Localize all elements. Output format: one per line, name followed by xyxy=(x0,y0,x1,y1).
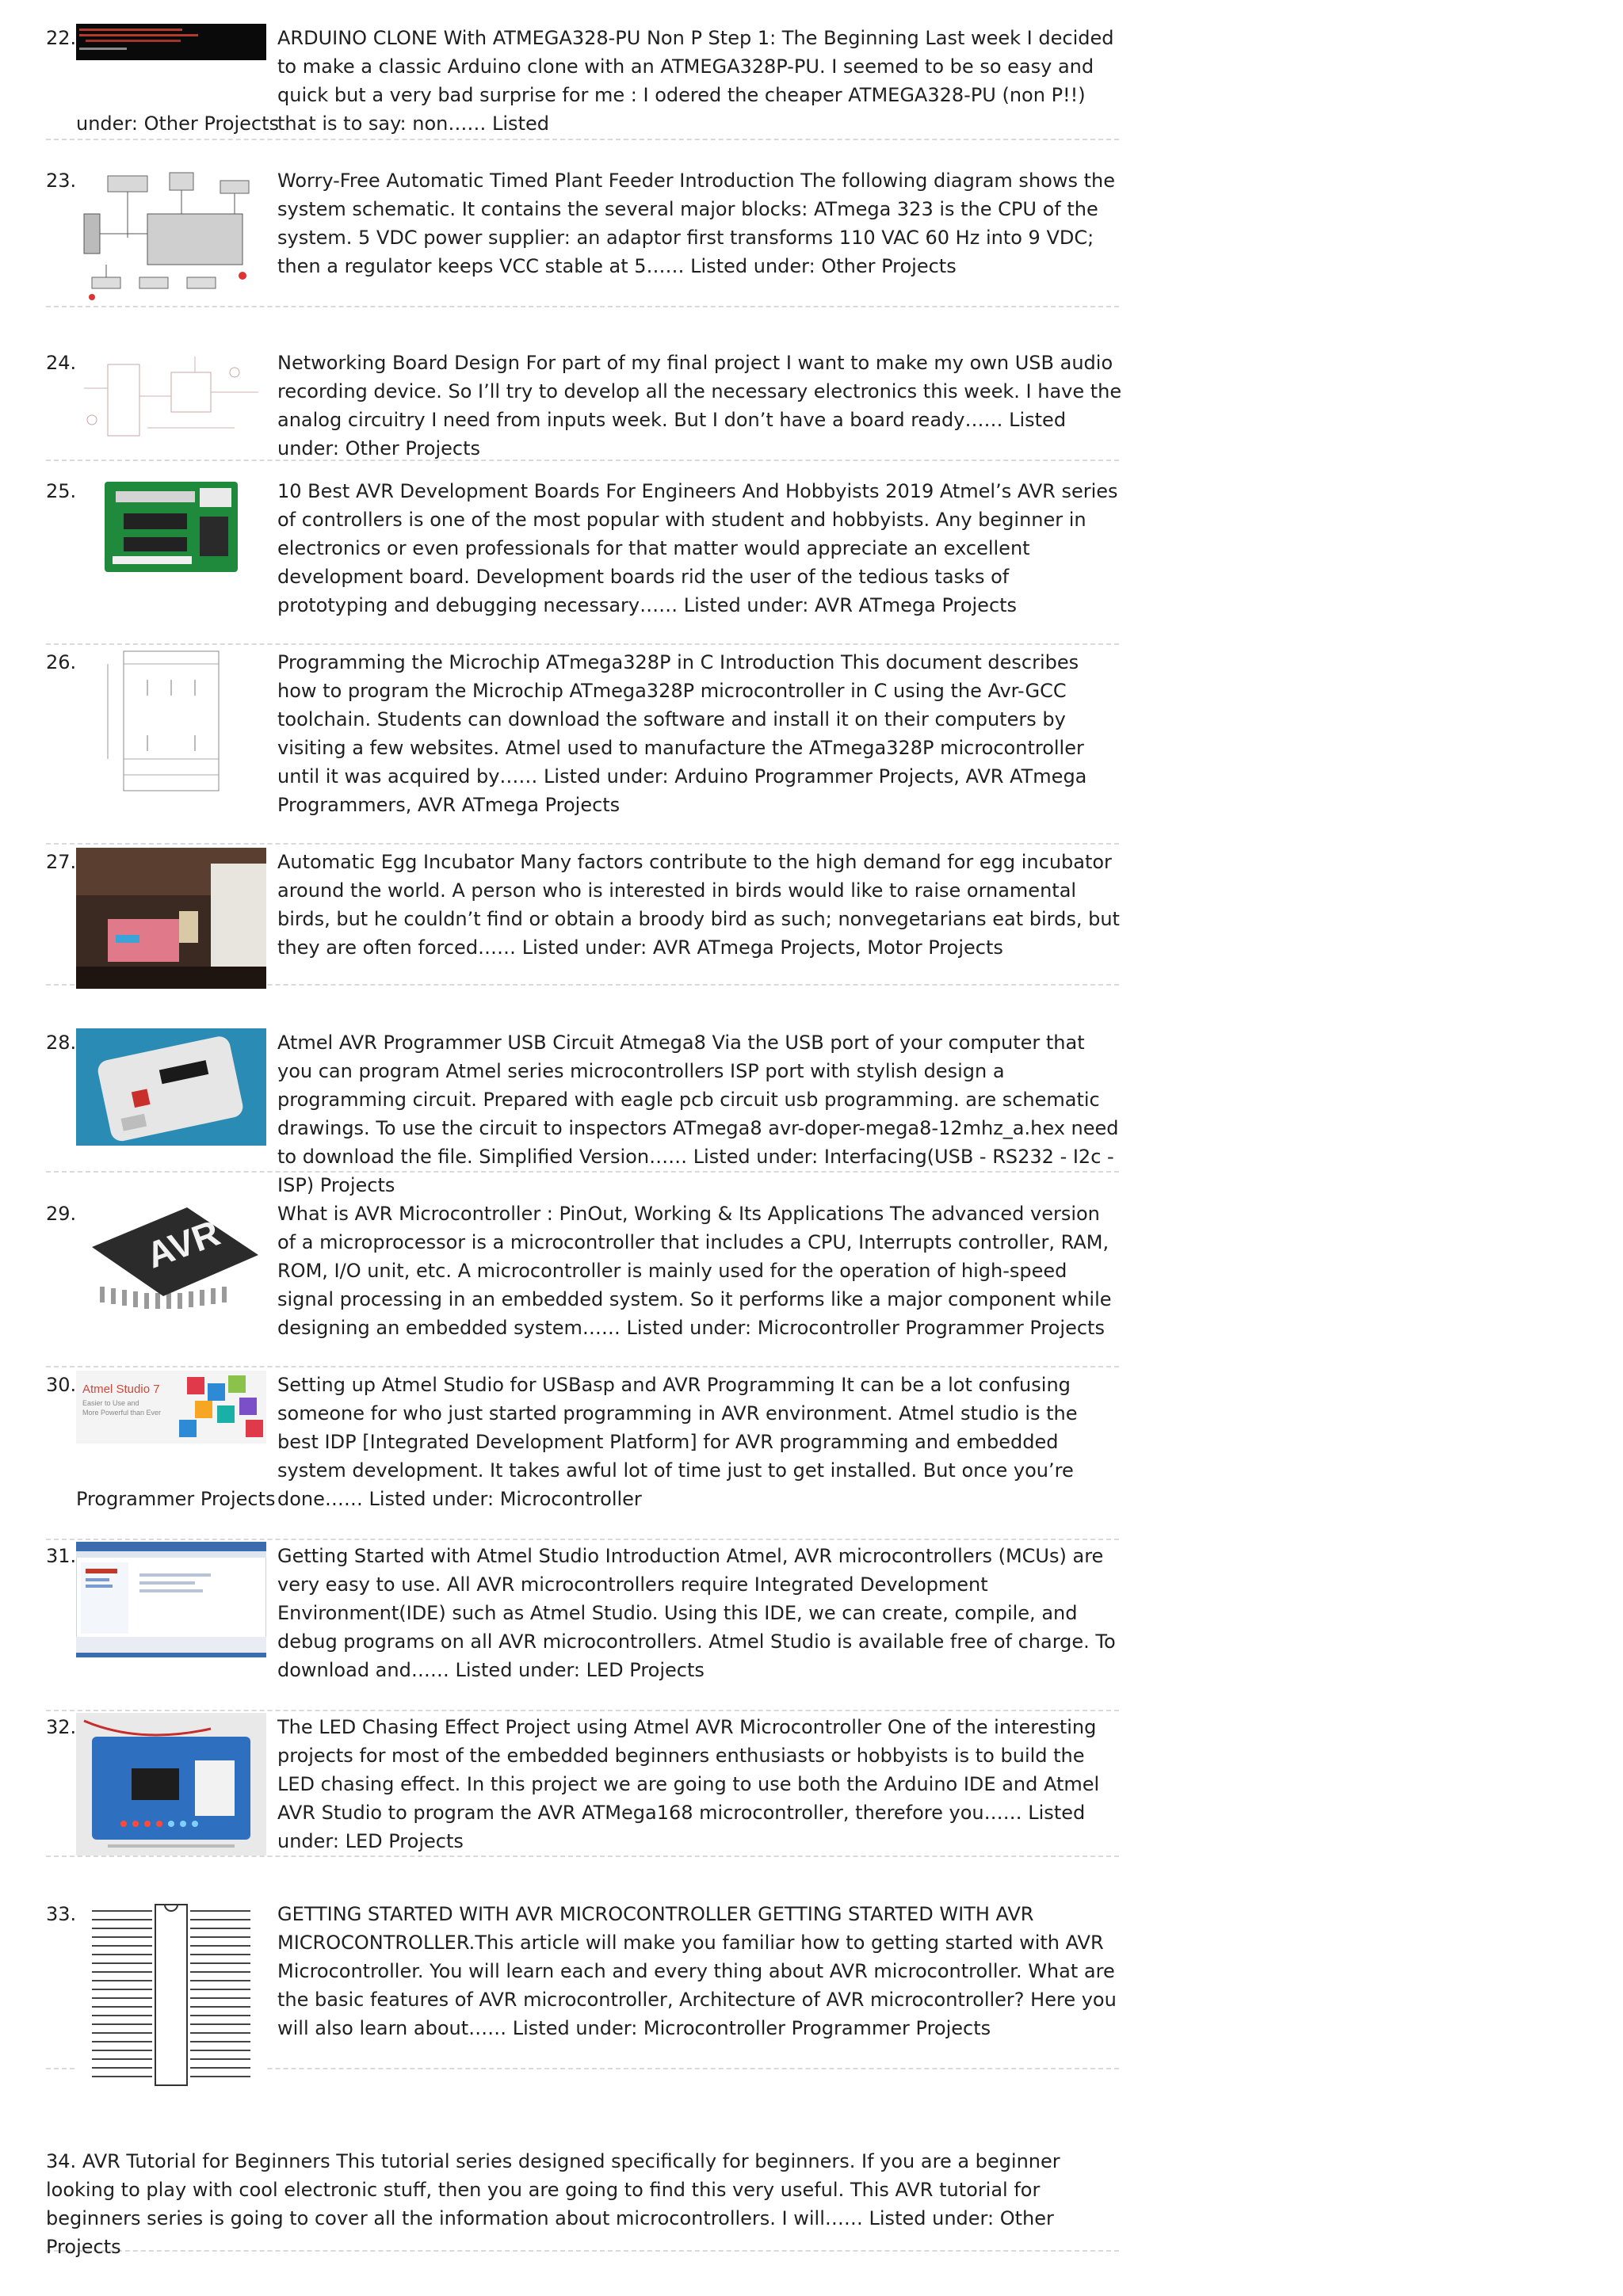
thumbnail-image[interactable] xyxy=(76,24,266,60)
item-number: 23. xyxy=(46,170,77,192)
item-excerpt: This tutorial series designed specifically for beginners. If you are a beginner looking to play with cool electronic stuff, then you are going to find this very useful. This AVR tutorial for beginners series is going to cover all the information about microcontrollers. I will…… xyxy=(46,2150,1060,2229)
listed-label: Listed under: xyxy=(277,409,1067,460)
item-excerpt: Introduction Atmel, AVR microcontrollers (MCUs) are very easy to use. All AVR microcontrollers require Integrated Development Environment(IDE) such as Atmel Studio. Using this IDE, we can create, compile, and debug programs on all AVR microcontrollers. Atmel Studio is available free of charge. To download and…… xyxy=(277,1545,1116,1681)
item-text-continuation xyxy=(76,1485,276,1513)
listed-label: Listed under: xyxy=(506,2017,643,2039)
item-excerpt: The advanced version of a microprocessor is a microcontroller that includes a CPU, Interrupts controller, RAM, ROM, I/O unit, etc. A microcontroller is mainly used for the operation of high-speed signal processing in an embedded system. So it performs like a major component while designing an embedded system…… xyxy=(277,1203,1112,1339)
category-link[interactable]: Programmer Projects xyxy=(76,1488,276,1510)
item-text xyxy=(277,1199,1122,1342)
item-text xyxy=(277,24,1122,138)
thumbnail-image[interactable] xyxy=(76,1199,266,1317)
listed-label: Listed xyxy=(486,113,549,135)
list-item xyxy=(46,1028,1119,1196)
category-link[interactable]: LED Projects xyxy=(586,1659,705,1681)
category-link[interactable]: Microcontroller Programmer Projects xyxy=(643,2017,991,2039)
item-number: 31. xyxy=(46,1545,77,1567)
thumbnail-image[interactable] xyxy=(76,1028,266,1146)
item-text xyxy=(277,477,1122,620)
listed-label: Listed under: xyxy=(678,594,815,616)
list-item xyxy=(46,24,1119,140)
atmel-studio-banner-graphic xyxy=(76,1371,266,1444)
led-board-photo-graphic xyxy=(76,1713,266,1855)
terminal-screenshot-graphic xyxy=(76,24,266,60)
item-number: 24. xyxy=(46,352,77,374)
category-link[interactable]: Arduino Programmer Projects, AVR ATmega Programmers, AVR ATmega Projects xyxy=(277,765,1087,816)
item-excerpt: Many factors contribute to the high demand for egg incubator around the world. A person who is interested in birds would like to raise ornamental birds, but he couldn’t find or obtain a broody bird as such; nonvegetarians eat birds, but they are often forced…… xyxy=(277,851,1120,959)
item-number: 33. xyxy=(46,1903,77,1925)
item-excerpt: One of the interesting projects for most of the embedded beginners enthusiasts or hobbyists is to build the LED chasing effect. In this project we are going to use both the Arduino IDE and Atmel AVR Studio to program the AVR ATMega168 microcontroller, therefore you…… xyxy=(277,1716,1100,1824)
listed-label: Listed under: xyxy=(620,1317,758,1339)
item-text xyxy=(277,1371,1122,1513)
item-number: 28. xyxy=(46,1032,77,1054)
incubator-photo-graphic xyxy=(76,848,266,989)
item-title-link[interactable]: Worry-Free Automatic Timed Plant Feeder xyxy=(277,170,674,192)
item-number: 29. xyxy=(46,1203,77,1225)
category-link[interactable]: LED Projects xyxy=(345,1830,464,1852)
item-excerpt: Introduction This document describes how to program the Microchip ATmega328P microcontroller in C using the Avr-GCC toolchain. Students can download the software and install it on their computers by visiting a few websites. Atmel used to manufacture the ATmega328P microcontroller until it was acquired by…… xyxy=(277,651,1084,788)
list-item xyxy=(46,2147,1119,2258)
list-item xyxy=(46,1542,1119,1711)
list-item xyxy=(46,848,1119,986)
item-title-link[interactable]: The LED Chasing Effect Project using Atmel AVR Microcontroller xyxy=(277,1716,882,1738)
listed-label: Listed under: xyxy=(516,936,653,959)
thumbnail-image[interactable] xyxy=(76,848,266,989)
item-text xyxy=(277,1028,1122,1199)
item-excerpt: Atmel’s AVR series of controllers is one of the most popular with student and hobbyists. Any beginner in electronics or even professionals for that matter would appreciate an excellent development board. Development boards rid the user of the tedious tasks of prototyping and debugging necessary…… xyxy=(277,480,1118,616)
item-text xyxy=(46,2147,1119,2261)
item-number: 30. xyxy=(46,1374,77,1396)
item-text xyxy=(277,166,1122,280)
category-link[interactable]: Microcontroller Programmer Projects xyxy=(757,1317,1105,1339)
list-item xyxy=(46,349,1122,461)
item-text xyxy=(277,1542,1122,1684)
block-diagram-graphic xyxy=(76,166,266,306)
category-link[interactable]: Interfacing(USB - RS232 - I2c -ISP) Projects xyxy=(277,1146,1114,1196)
item-title-link[interactable]: Atmel AVR Programmer USB Circuit Atmega8 xyxy=(277,1032,706,1054)
item-excerpt: Step 1: The Beginning Last week I decided to make a classic Arduino clone with an ATMEGA328P-PU. I seemed to be so easy and quick but a very bad surprise for me : I odered the cheaper ATMEGA328-PU (non P!!) that is to say: non…… xyxy=(277,27,1114,135)
category-link[interactable]: AVR ATmega Projects, Motor Projects xyxy=(652,936,1003,959)
item-excerpt: Introduction The following diagram shows the system schematic. It contains the several major blocks: ATmega 323 is the CPU of the system. 5 VDC power supplier: an adaptor first transforms 110 VAC 60 Hz into 9 VDC; then a regulator keeps VCC stable at 5…… xyxy=(277,170,1115,277)
listed-label: Listed under: xyxy=(684,255,822,277)
item-number: 34. xyxy=(46,2150,77,2172)
thumbnail-image[interactable] xyxy=(76,477,266,577)
item-title-link[interactable]: Setting up Atmel Studio for USBasp and AVR Programming xyxy=(277,1374,835,1396)
dev-board-graphic xyxy=(76,477,266,577)
banner-subtitle: Easier to Use and xyxy=(82,1399,139,1407)
item-number: 26. xyxy=(46,651,77,673)
category-link[interactable]: Microcontroller xyxy=(499,1488,642,1510)
item-number: 25. xyxy=(46,480,77,502)
item-title-link[interactable]: Automatic Egg Incubator xyxy=(277,851,514,873)
item-text-continuation xyxy=(76,109,279,138)
listed-label: Listed under: xyxy=(362,1488,500,1510)
item-number: 22. xyxy=(46,27,77,49)
item-excerpt: GETTING STARTED WITH AVR MICROCONTROLLER.This article will make you familiar how to getting started with AVR Microcontroller. You will learn each and every thing about AVR microcontroller. What are the basic features of AVR microcontroller, Architecture of AVR microcontroller? Here you will also learn about…… xyxy=(277,1903,1117,2039)
item-title-link[interactable]: Programming the Microchip ATmega328P in C xyxy=(277,651,714,673)
thumbnail-image[interactable] xyxy=(76,349,266,458)
category-link[interactable]: Other Projects xyxy=(821,255,957,277)
category-link[interactable]: Other Projects xyxy=(46,2207,1054,2258)
item-number: 32. xyxy=(46,1716,77,1738)
item-text xyxy=(277,1713,1122,1855)
listed-label: Listed under: xyxy=(277,1802,1086,1852)
item-excerpt: Via the USB port of your computer that you can program Atmel series microcontrollers ISP port with stylish design a programming circuit. Prepared with eagle pcb circuit usb programming. are schematic drawings. To use the circuit to inspectors ATmega8 avr-doper-mega8-12mhz_a.hex need to download the file. Simplified Version…… xyxy=(277,1032,1119,1168)
item-number: 27. xyxy=(46,851,77,873)
chip-label: AVR xyxy=(141,1211,225,1276)
thumbnail-image[interactable] xyxy=(76,1371,266,1444)
thumbnail-image[interactable] xyxy=(76,648,266,794)
item-title-link[interactable]: 10 Best AVR Development Boards For Engineers And Hobbyists 2019 xyxy=(277,480,934,502)
item-excerpt: It can be a lot confusing someone for who just started programming in AVR environment. Atmel studio is the best IDP [Integrated Development Platform] for AVR programming and embedded system development. It takes awful lot of time just to get installed. But once you’re done…… xyxy=(277,1374,1078,1510)
list-item xyxy=(46,477,1119,645)
list-item xyxy=(46,1199,1119,1367)
list-item xyxy=(46,166,1119,307)
pinout-diagram-graphic xyxy=(76,1900,266,2090)
banner-title: Atmel Studio 7 xyxy=(82,1383,160,1396)
category-link[interactable]: Other Projects xyxy=(345,437,480,460)
item-text xyxy=(277,848,1122,962)
ide-screenshot-graphic xyxy=(76,1542,266,1657)
listed-label: Listed under: xyxy=(687,1146,824,1168)
schematic-graphic xyxy=(76,349,266,458)
item-title-link[interactable]: Networking Board Design xyxy=(277,352,520,374)
usb-programmer-photo-graphic xyxy=(76,1028,266,1146)
thumbnail-image[interactable] xyxy=(76,1542,266,1657)
item-title-link[interactable]: ARDUINO CLONE With ATMEGA328-PU Non P xyxy=(277,27,702,49)
avr-chip-graphic xyxy=(76,1199,266,1317)
listed-label: Listed under: xyxy=(862,2207,1000,2229)
item-title-link[interactable]: Getting Started with Atmel Studio xyxy=(277,1545,600,1567)
category-link[interactable]: Other Projects xyxy=(143,113,279,135)
thumbnail-image[interactable] xyxy=(76,166,266,306)
category-link[interactable]: AVR ATmega Projects xyxy=(814,594,1018,616)
item-title-link[interactable]: GETTING STARTED WITH AVR MICROCONTROLLER xyxy=(277,1903,752,1925)
item-text xyxy=(277,349,1122,463)
item-excerpt: For part of my final project I want to make my own USB audio recording device. So I’ll try to develop all the necessary electronics this week. I have the analog circuitry I need from inputs week. But I don’t have a board ready…… xyxy=(277,352,1122,431)
item-title-link[interactable]: What is AVR Microcontroller : PinOut, Working & Its Applications xyxy=(277,1203,884,1225)
listed-label: Listed under: xyxy=(537,765,675,788)
list-item xyxy=(46,1713,1119,1857)
list-item xyxy=(46,1371,1119,1540)
list-item xyxy=(46,648,1119,845)
banner-subtitle-2: More Powerful than Ever xyxy=(82,1409,162,1417)
memory-map-graphic xyxy=(76,648,266,794)
thumbnail-image[interactable] xyxy=(76,1713,266,1855)
listed-label: Listed under: xyxy=(449,1659,586,1681)
item-text xyxy=(277,1900,1122,2042)
list-item xyxy=(46,1900,1119,2069)
item-title-link[interactable]: AVR Tutorial for Beginners xyxy=(82,2150,330,2172)
item-text xyxy=(277,648,1122,819)
thumbnail-image[interactable] xyxy=(76,1900,266,2090)
listed-under-label: under: xyxy=(76,113,144,135)
